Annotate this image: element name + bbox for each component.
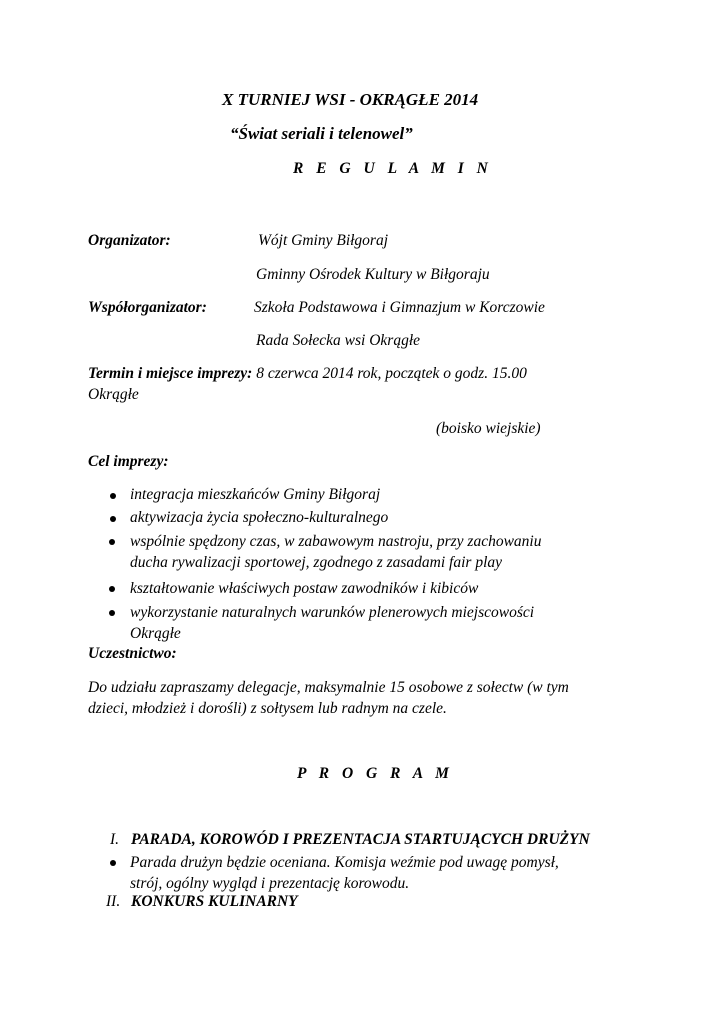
regulamin-heading: R E G U L A M I N (293, 160, 493, 177)
venue-place: Okrągłe (88, 386, 139, 403)
section-2-title: KONKURS KULINARNY (131, 893, 298, 910)
goal-item-2: aktywizacja życia społeczno-kulturalnego (130, 509, 389, 526)
bullet-icon (110, 860, 116, 866)
venue-label: Termin i miejsce imprezy: (88, 365, 253, 382)
coorganizer-value-2: Rada Sołecka wsi Okrągłe (256, 332, 421, 349)
organizer-label: Organizator: (88, 232, 171, 249)
bullet-icon (109, 586, 115, 592)
organizer-value-2: Gminny Ośrodek Kultury w Biłgoraju (256, 266, 490, 283)
organizer-value-1: Wójt Gminy Biłgoraj (258, 232, 389, 249)
coorganizer-value-1: Szkoła Podstawowa i Gimnazjum w Korczowie (254, 299, 545, 316)
bullet-icon (110, 493, 116, 499)
document-subtitle: “Świat seriali i telenowel” (230, 124, 413, 143)
venue-date: 8 czerwca 2014 rok, początek o godz. 15.00 (256, 365, 527, 382)
section-1-bullet-line-1: Parada drużyn będzie oceniana. Komisja weźmie pod uwagę pomysł, (130, 854, 559, 871)
participation-label: Uczestnictwo: (88, 645, 177, 662)
goal-item-5-line-2: Okrągłe (130, 625, 181, 642)
bullet-icon (110, 516, 116, 522)
participation-line-2: dzieci, młodzież i dorośli) z sołtysem lub radnym na czele. (88, 700, 447, 717)
goals-label: Cel imprezy: (88, 453, 169, 470)
bullet-icon (109, 539, 115, 545)
section-1-numeral: I. (110, 831, 120, 848)
participation-line-1: Do udziału zapraszamy delegacje, maksymalnie 15 osobowe z sołectw (w tym (88, 679, 569, 696)
document-title: X TURNIEJ WSI - OKRĄGŁE 2014 (222, 90, 479, 109)
goal-item-3-line-1: wspólnie spędzony czas, w zabawowym nastroju, przy zachowaniu (130, 533, 542, 550)
coorganizer-label: Współorganizator: (88, 299, 207, 316)
bullet-icon (109, 610, 115, 616)
goal-item-4: kształtowanie właściwych postaw zawodników i kibiców (130, 580, 479, 597)
section-1-title: PARADA, KOROWÓD I PREZENTACJA STARTUJĄCYCH DRUŻYN (131, 831, 590, 848)
section-2-numeral: II. (106, 893, 121, 910)
venue-detail: (boisko wiejskie) (436, 420, 541, 437)
program-heading: P R O G R A M (297, 765, 454, 782)
goal-item-5-line-1: wykorzystanie naturalnych warunków plenerowych miejscowości (130, 604, 535, 621)
venue-line-1 (88, 365, 527, 383)
goal-item-1: integracja mieszkańców Gminy Biłgoraj (130, 486, 381, 503)
section-1-bullet-line-2: strój, ogólny wygląd i prezentację korowodu. (130, 875, 410, 892)
goal-item-3-line-2: ducha rywalizacji sportowej, zgodnego z zasadami fair play (130, 554, 502, 571)
